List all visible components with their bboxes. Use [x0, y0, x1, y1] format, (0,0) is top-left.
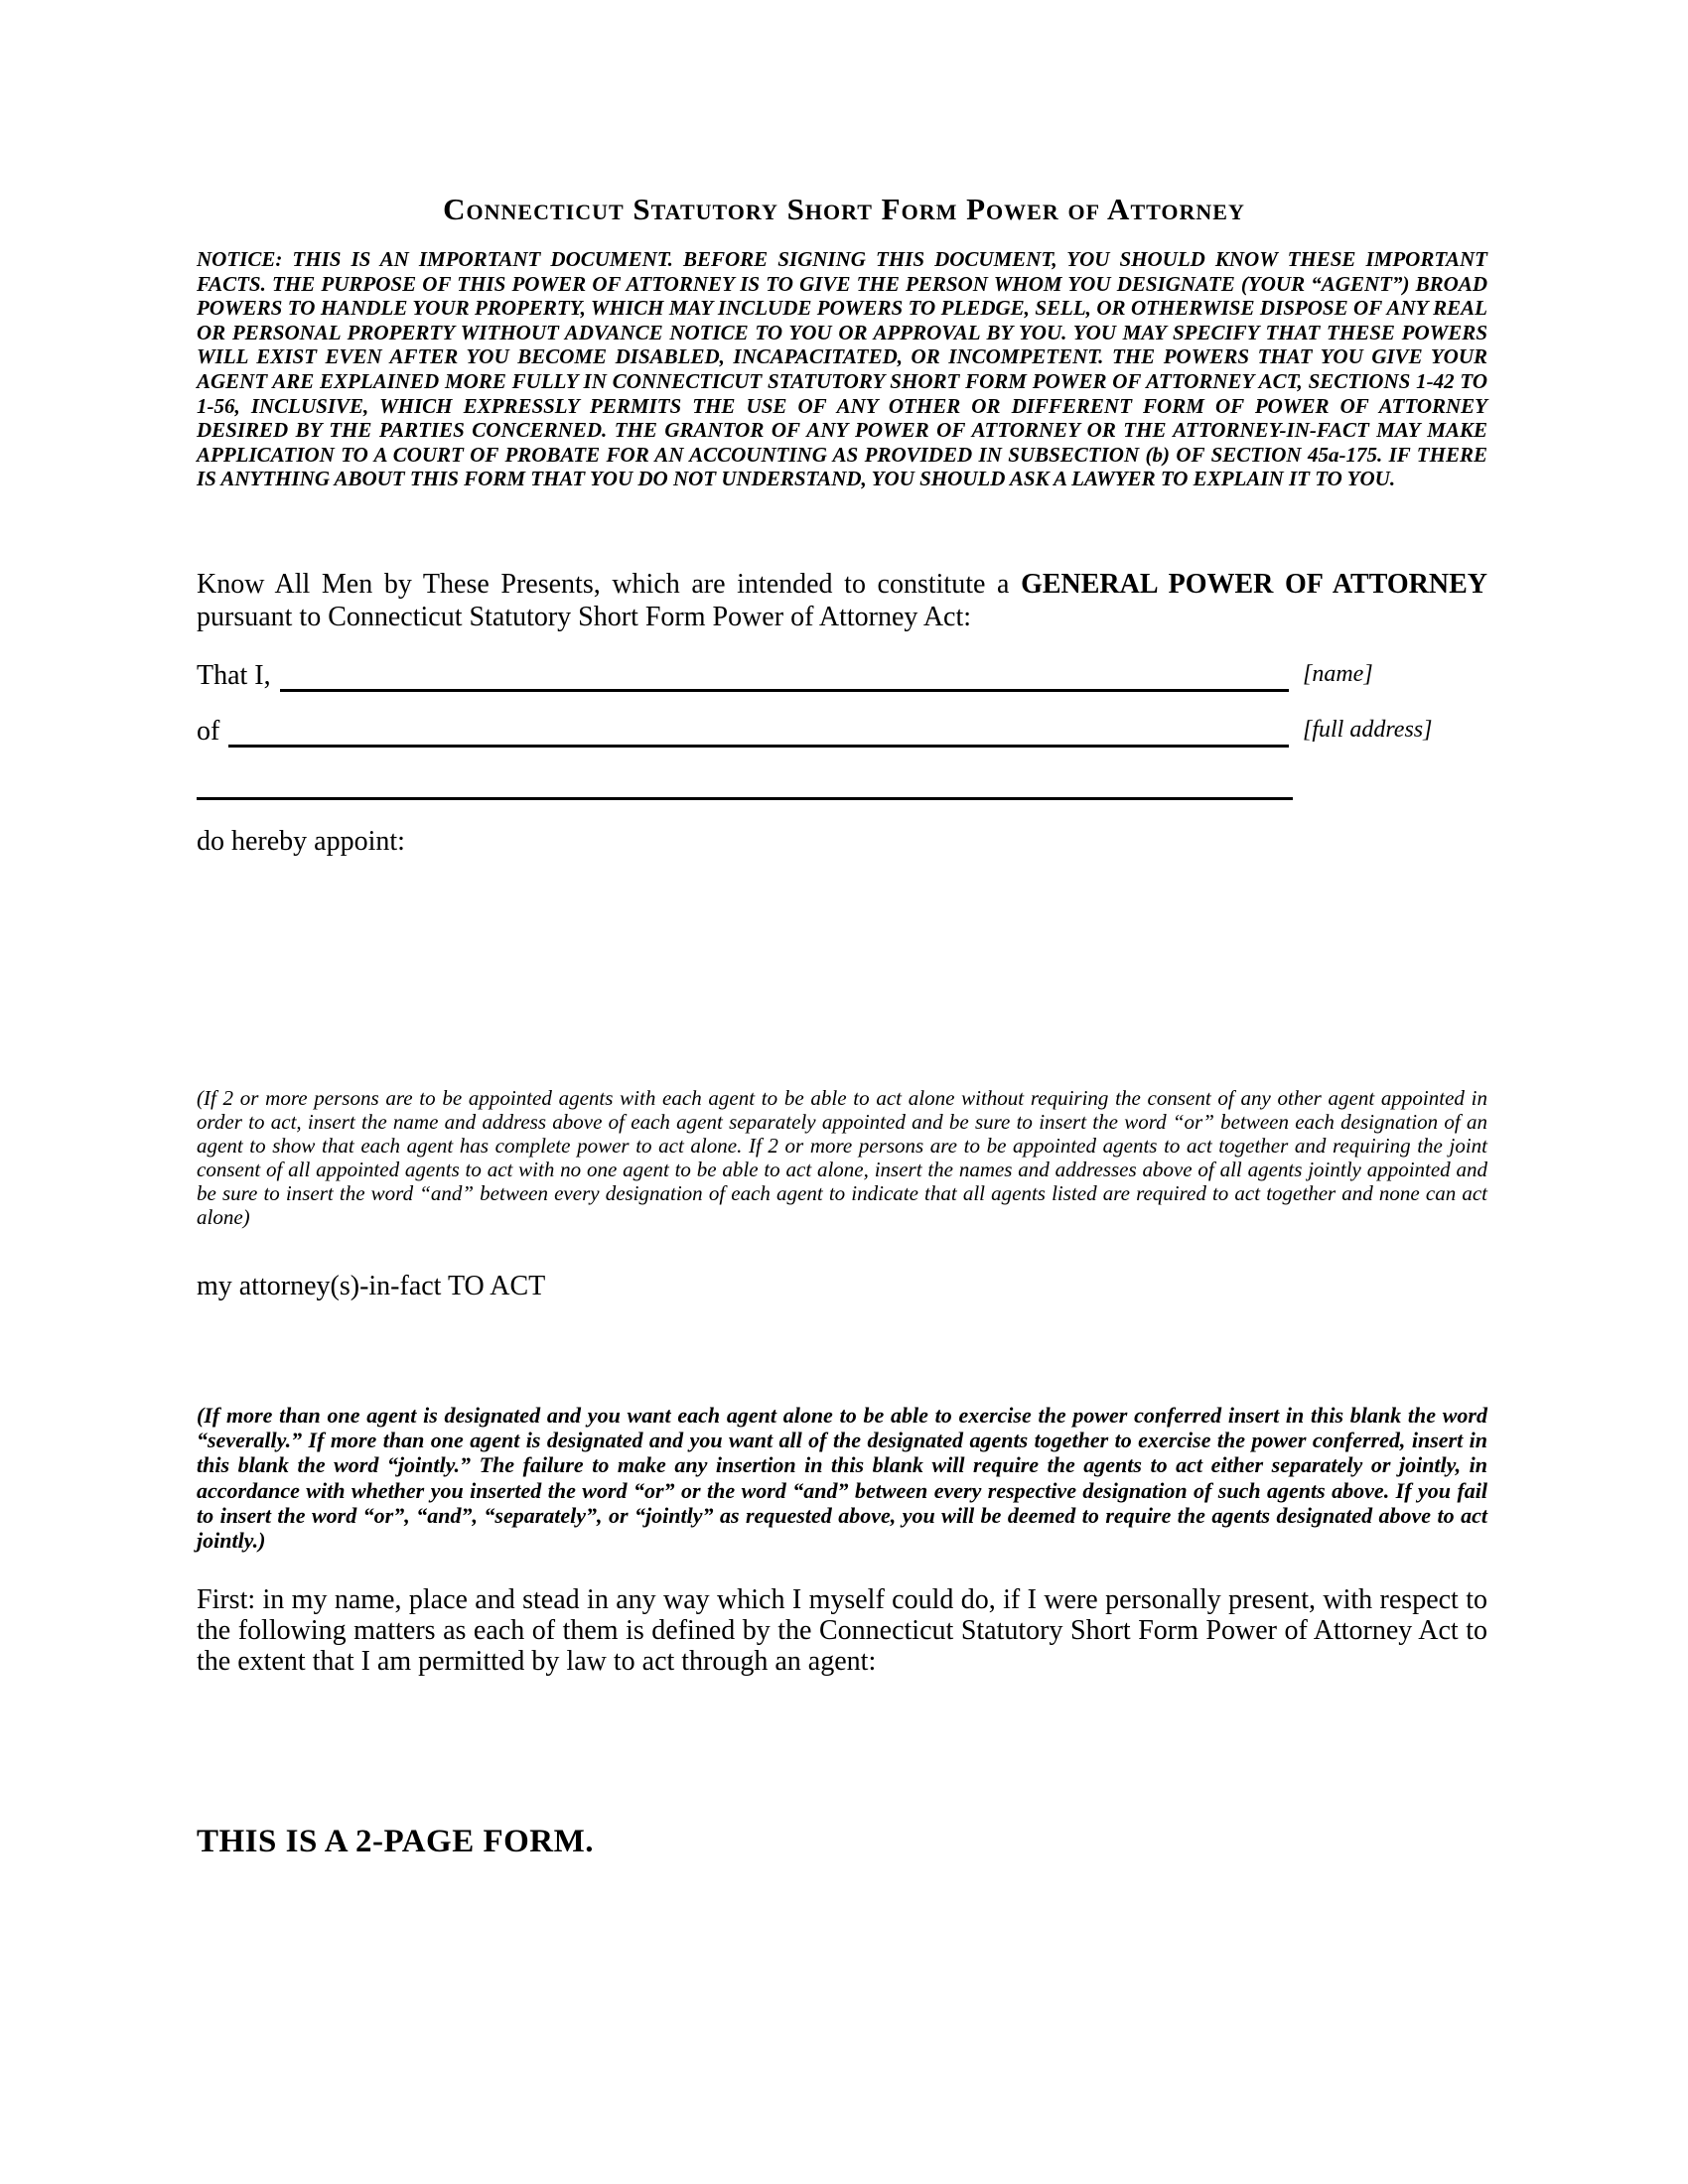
- attorneys-clause: my attorney(s)-in-fact TO ACT: [197, 1271, 546, 1301]
- address-field-label: of: [197, 716, 220, 747]
- severally-jointly-instruction: (If more than one agent is designated and you want each agent alone to be able to exercise the power conferred insert in this blank the word “severally.” If more than one agent is designated and you want all of the designated agents together to exercise the power conferred, insert in this blank the word “jointly.” The failure to make any insertion in this blank will require the agents to act either separately or jointly, in accordance with whether you inserted the word “or” or the word “and” between every respective designation of such agents above. If you fail to insert the word “or”, “and”, “separately”, or “jointly” as requested above, you will be deemed to require the agents designated above to act jointly.): [197, 1403, 1487, 1554]
- name-input-line[interactable]: [280, 656, 1289, 692]
- intro-paragraph: [197, 568, 1487, 633]
- two-page-form-note: THIS IS A 2-PAGE FORM.: [197, 1824, 595, 1859]
- intro-text-emphasis: GENERAL POWER OF ATTORNEY: [1021, 569, 1487, 600]
- intro-text-pre: Know All Men by These Presents, which are intended to constitute a: [197, 569, 1022, 600]
- intro-text-post: pursuant to Connecticut Statutory Short Form Power of Attorney Act:: [197, 602, 972, 632]
- joint-agents-instruction: (If 2 or more persons are to be appointed agents with each agent to be able to act alone without requiring the consent of any other agent appointed in order to act, insert the name and address above of each agent separately appointed and be sure to insert the word “or” between each designation of an agent to show that each agent has complete power to act alone. If 2 or more persons are to be appointed agents to act together and requiring the joint consent of all appointed agents to act with no one agent to be able to act alone, insert the names and addresses above of all agents jointly appointed and be sure to insert the word “and” between every designation of each agent to indicate that all agents listed are required to act together and none can act alone): [197, 1086, 1487, 1229]
- first-powers-clause: First: in my name, place and stead in any way which I myself could do, if I were personally present, with respect to the following matters as each of them is defined by the Connecticut Statutory Short Form Power of Attorney Act to the extent that I am permitted by law to act through an agent:: [197, 1584, 1487, 1677]
- address-input-line[interactable]: [228, 712, 1289, 748]
- notice-paragraph: NOTICE: THIS IS AN IMPORTANT DOCUMENT. BEFORE SIGNING THIS DOCUMENT, YOU SHOULD KNOW THESE IMPORTANT FACTS. THE PURPOSE OF THIS POWER OF ATTORNEY IS TO GIVE THE PERSON WHOM YOU DESIGNATE (YOUR “AGENT”) BROAD POWERS TO HANDLE YOUR PROPERTY, WHICH MAY INCLUDE POWERS TO PLEDGE, SELL, OR OTHERWISE DISPOSE OF ANY REAL OR PERSONAL PROPERTY WITHOUT ADVANCE NOTICE TO YOU OR APPROVAL BY YOU. YOU MAY SPECIFY THAT THESE POWERS WILL EXIST EVEN AFTER YOU BECOME DISABLED, INCAPACITATED, OR INCOMPETENT. THE POWERS THAT YOU GIVE YOUR AGENT ARE EXPLAINED MORE FULLY IN CONNECTICUT STATUTORY SHORT FORM POWER OF ATTORNEY ACT, SECTIONS 1-42 TO 1-56, INCLUSIVE, WHICH EXPRESSLY PERMITS THE USE OF ANY OTHER OR DIFFERENT FORM OF POWER OF ATTORNEY DESIRED BY THE PARTIES CONCERNED. THE GRANTOR OF ANY POWER OF ATTORNEY OR THE ATTORNEY-IN-FACT MAY MAKE APPLICATION TO A COURT OF PROBATE FOR AN ACCOUNTING AS PROVIDED IN SUBSECTION (b) OF SECTION 45a-175. IF THERE IS ANYTHING ABOUT THIS FORM THAT YOU DO NOT UNDERSTAND, YOU SHOULD ASK A LAWYER TO EXPLAIN IT TO YOU.: [197, 247, 1487, 491]
- page-title: Connecticut Statutory Short Form Power of Attorney: [443, 192, 1245, 226]
- name-field-row: [197, 656, 1289, 692]
- address-field-hint: [full address]: [1303, 717, 1433, 743]
- address-continuation-line[interactable]: [197, 764, 1293, 800]
- name-field-hint: [name]: [1303, 661, 1373, 687]
- name-field-label: That I,: [197, 660, 271, 691]
- appoint-label: do hereby appoint:: [197, 826, 405, 857]
- address-field-row: [197, 712, 1289, 748]
